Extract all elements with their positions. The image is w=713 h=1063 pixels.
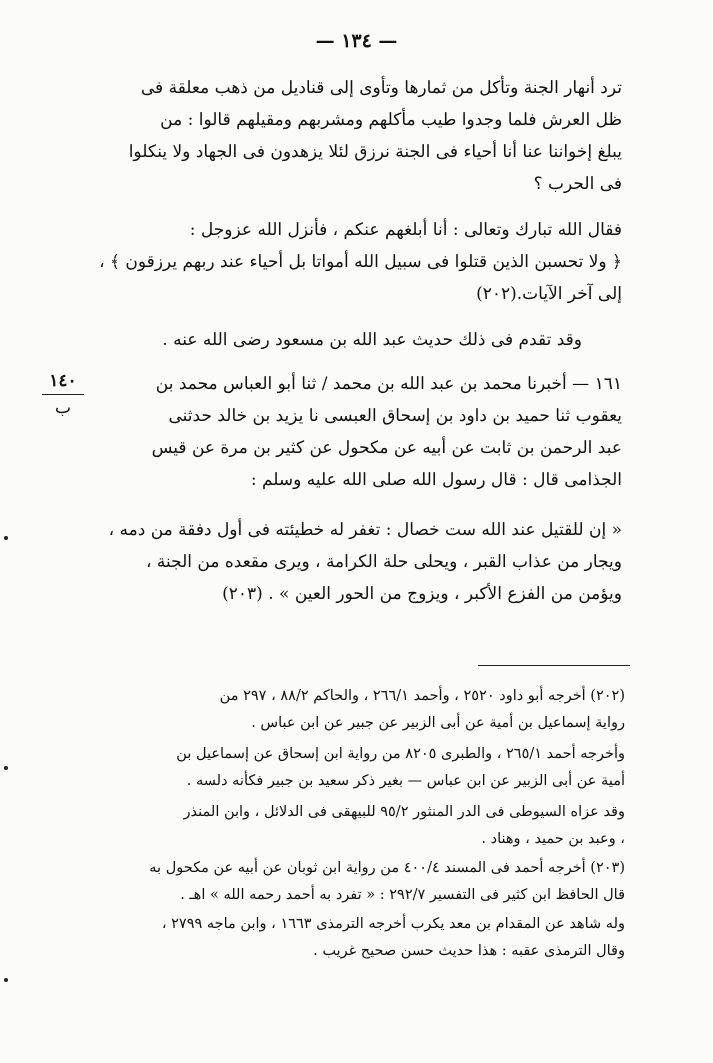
scan-speck [4,978,8,982]
scan-speck [4,766,8,770]
footnote-line: وقد عزاه السيوطى فى الدر المنثور ٩٥/٢ للبيهقى فى الدلائل ، وابن المنذر [183,804,625,820]
text-line: يعقوب ثنا حميد بن داود بن إسحاق العبسى نا يزيد بن خالد حدثنى [168,406,622,426]
footnote-202-cont [90,741,625,795]
footnote-line: (٢٠٢) أخرجه أبو داود ٢٥٢٠ ، وأحمد ٢٦٦/١ ، والحاكم ٨٨/٢ ، ٢٩٧ من [219,688,625,704]
text-line: عبد الرحمن بن ثابت عن أبيه عن مكحول عن كثير بن مرة عن قيس [151,438,622,458]
paragraph-2 [92,214,622,310]
footnote-203-cont [90,911,625,965]
text-line: فقال الله تبارك وتعالى : أنا أبلغهم عنكم ، فأنزل الله عزوجل : [189,220,622,240]
text-line: ١٦١ — أخبرنا محمد بن عبد الله بن محمد / ثنا أبو العباس محمد بن [155,374,622,394]
footnote-line: أمية عن أبى الزبير عن ابن عباس — بغير ذكر سعيد بن جبير فكأنه دلسه . [186,773,625,789]
hadith-161 [92,368,622,496]
paragraph-1 [92,72,622,200]
page-number: — ١٣٤ — [315,30,398,52]
footnote-line: (٢٠٣) أخرجه أحمد فى المسند ٤٠٠/٤ من رواية ابن ثوبان عن أبيه عن مكحول به [149,860,625,876]
text-line: إلى آخر الآيات.(٢٠٢) [476,284,622,304]
text-line: يبلغ إخواننا عنا أنا أحياء فى الجنة نرزق لئلا يزهدون فى الجهاد ولا ينكلوا [128,142,622,162]
folio-number: ١٤٠ [49,371,77,391]
footnote-line: ، وعبد بن حميد ، وهناد . [481,831,625,847]
text-line: ويؤمن من الفزع الأكبر ، ويزوج من الحور العين » . (٢٠٣) [222,584,622,604]
footnote-202 [90,683,625,737]
text-line: ترد أنهار الجنة وتأكل من ثمارها وتأوى إلى قناديل من ذهب معلقة فى [140,78,622,98]
folio-side: ب [54,398,71,418]
footnote-203 [90,855,625,909]
text-line: ويجار من عذاب القبر ، ويحلى حلة الكرامة ، ويرى مقعده من الجنة ، [146,552,622,572]
footnote-line: وأخرجه أحمد ٢٦٥/١ ، والطبرى ٨٢٠٥ من رواية ابن إسحاق عن إسماعيل بن [176,746,625,762]
hadith-quote [92,514,622,610]
text-line: وقد تقدم فى ذلك حديث عبد الله بن مسعود رضى الله عنه . [162,330,582,350]
text-line: « إن للقتيل عند الله ست خصال : تغفر له خطيئته فى أول دفقة من دمه ، [108,520,622,540]
footnote-separator [478,665,630,666]
paragraph-3 [92,324,622,356]
quran-verse-line: ﴿ ولا تحسبن الذين قتلوا فى سبيل الله أمواتا بل أحياء عند ربهم يرزقون ﴾ ، [99,252,622,272]
manuscript-folio-marker [36,370,90,419]
text-line: فى الحرب ؟ [533,174,622,194]
footnote-line: رواية إسماعيل بن أمية عن أبى الزبير عن جبير عن ابن عباس . [251,715,625,731]
folio-divider [42,394,84,395]
scan-speck [4,536,8,540]
text-line: الجذامى قال : قال رسول الله صلى الله عليه وسلم : [250,470,622,490]
footnotes [90,683,625,965]
text-line: ظل العرش فلما وجدوا طيب مأكلهم ومشربهم ومقيلهم قالوا : من [160,110,622,130]
footnote-line: وقال الترمذى عقبه : هذا حديث حسن صحيح غريب . [313,943,625,959]
footnote-line: قال الحافظ ابن كثير فى التفسير ٢٩٢/٧ : « تفرد به أحمد رحمه الله » اهـ . [180,887,625,903]
main-text [92,72,622,622]
footnote-line: وله شاهد عن المقدام بن معد يكرب أخرجه الترمذى ١٦٦٣ ، وابن ماجه ٢٧٩٩ ، [161,916,625,932]
footnote-202-suyuti [90,799,625,853]
